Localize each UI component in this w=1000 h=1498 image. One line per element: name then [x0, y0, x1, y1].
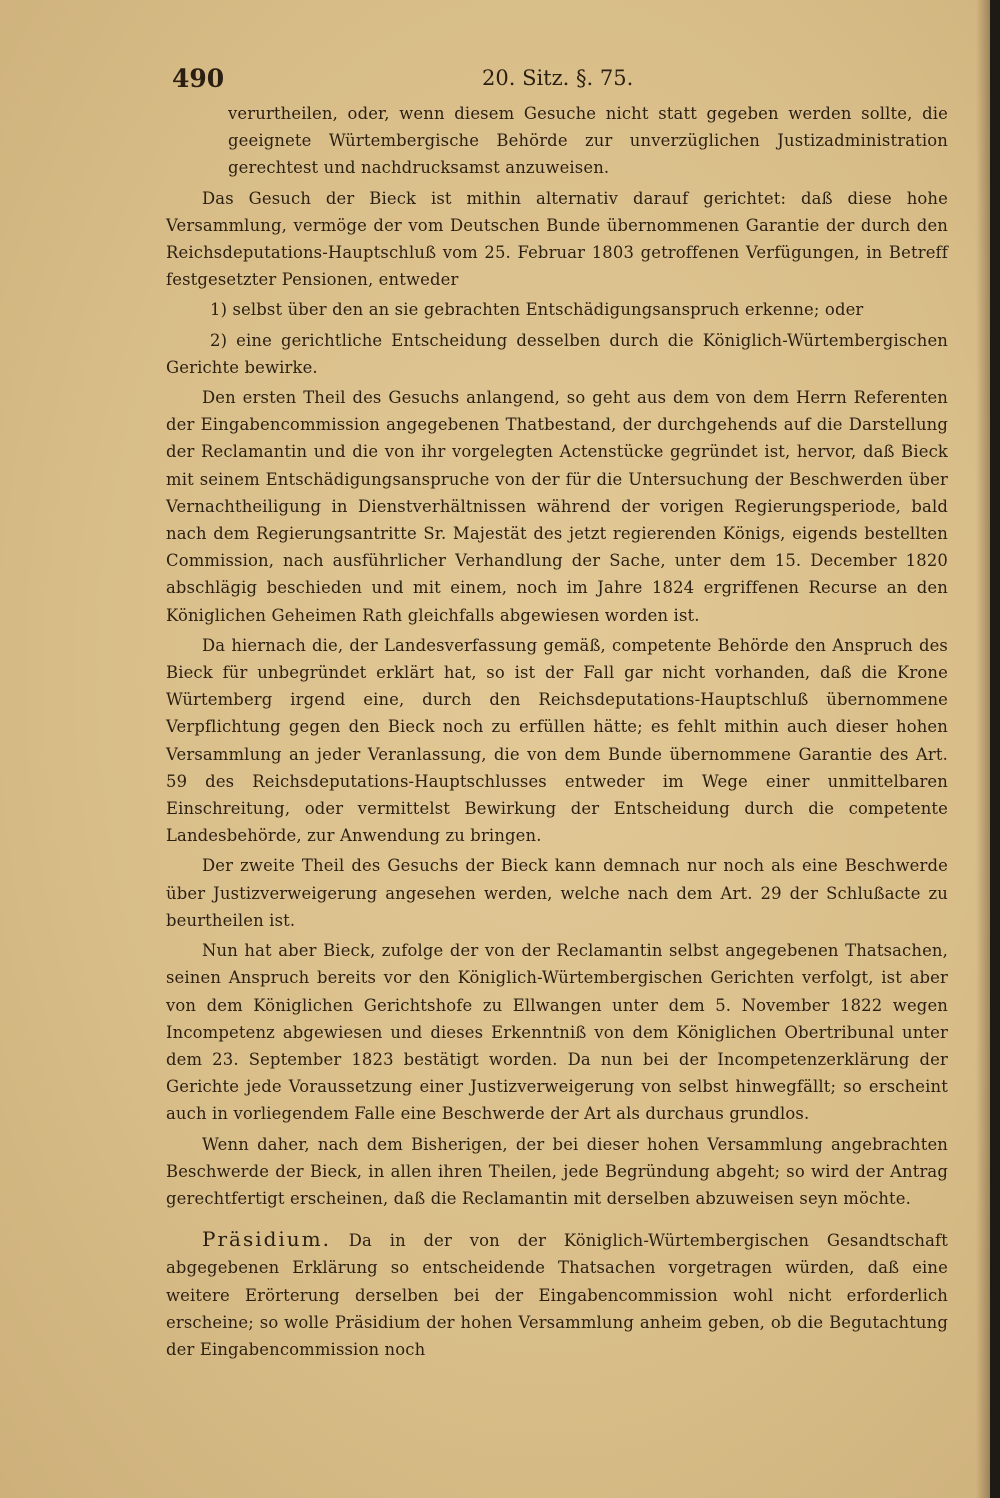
- speaker-label: Präsidium.: [202, 1227, 332, 1252]
- praesidium-text: Da in der von der Königlich-Würtembergischen Gesandtschaft abgegebenen Erklärung so entscheidende Thatsachen vorgetragen würden, daß eine weitere Erörterung derselben bei der Eingabencommission wohl nicht erforderlich erscheine; so wolle Präsidium der hohen Versammlung anheim geben, ob die Begutachtung der Eingabencommission noch: [166, 1231, 948, 1359]
- paragraph-quoted-petition: verurtheilen, oder, wenn diesem Gesuche nicht statt gegeben werden sollte, die geeignete Würtembergische Behörde zur unverzüglichen Justizadministration gerechtest und nachdrucksamst anzuweisen.: [228, 104, 948, 178]
- paragraph-petition-summary: Das Gesuch der Bieck ist mithin alternativ darauf gerichtet: daß diese hohe Versammlung, vermöge der vom Deutschen Bunde übernommenen Garantie der durch den Reichsdeputations-Hauptschluß vom 25. Februar 1803 getroffenen Verfügungen, in Betreff festgesetzter Pensionen, entweder: [166, 188, 948, 290]
- page-edge-shadow: [976, 0, 990, 1498]
- paragraph-second-part: Der zweite Theil des Gesuchs der Bieck kann demnach nur noch als eine Beschwerde über Justizverweigerung angesehen werden, welche nach dem Art. 29 der Schlußacte zu beurtheilen ist.: [166, 856, 948, 930]
- list-item-option-1: 1) selbst über den an sie gebrachten Entschädigungsanspruch erkenne; oder: [210, 300, 864, 320]
- running-head: 20. Sitz. §. 75.: [482, 66, 634, 90]
- paragraph-court-proceedings: Nun hat aber Bieck, zufolge der von der Reclamantin selbst angegebenen Thatsachen, seinen Anspruch bereits vor den Königlich-Würtembergischen Gerichten verfolgt, ist aber von dem Königlichen Gerichtshofe zu Ellwangen unter dem 5. November 1822 wegen Incompetenz abgewiesen und dieses Erkenntniß von dem Königlichen Obertribunal unter dem 23. September 1823 bestätigt worden. Da nun bei der Incompetenzerklärung der Gerichte jede Voraussetzung einer Justizverweigerung von selbst hinwegfällt; so erscheint auch in vorliegendem Falle eine Beschwerde der Art als durchaus grundlos.: [166, 941, 948, 1124]
- paragraph-competent-authority: Da hiernach die, der Landesverfassung gemäß, competente Behörde den Anspruch des Bieck für unbegründet erklärt hat, so ist der Fall gar nicht vorhanden, daß die Krone Würtemberg irgend eine, durch den Reichsdeputations-Hauptschluß übernommene Verpflichtung gegen den Bieck noch zu erfüllen hätte; es fehlt mithin auch dieser hohen Versammlung an jeder Veranlassung, die von dem Bunde übernommene Garantie des Art. 59 des Reichsdeputations-Hauptschlusses entweder im Wege einer unmittelbaren Einschreitung, oder vermittelst Bewirkung der Entscheidung durch die competente Landesbehörde, zur Anwendung zu bringen.: [166, 635, 948, 846]
- page-number: 490: [172, 64, 225, 93]
- paragraph-first-part: Den ersten Theil des Gesuchs anlangend, so geht aus dem von dem Herrn Referenten der Eingabencommission angegebenen Thatbestand, der durchgehends auf die Darstellung der Reclamantin und die von ihr vorgelegten Actenstücke gegründet ist, hervor, daß Bieck mit seinem Entschädigungsanspruche von der für die Untersuchung der Beschwerden über Vernachtheiligung in Dienstverhältnissen während der vorigen Regierungsperiode, bald nach dem Regierungsantritte Sr. Majestät des jetzt regierenden Königs, eigends bestellten Commission, nach ausführlicher Verhandlung der Sache, unter dem 15. December 1820 abschlägig beschieden und mit einem, noch im Jahre 1824 ergriffenen Recurse an den Königlichen Geheimen Rath gleichfalls abgewiesen worden ist.: [166, 388, 948, 625]
- paragraph-conclusion: Wenn daher, nach dem Bisherigen, der bei dieser hohen Versammlung angebrachten Beschwerde der Bieck, in allen ihren Theilen, jede Begründung abgeht; so wird der Antrag gerechtfertigt erscheinen, daß die Reclamantin mit derselben abzuweisen seyn möchte.: [166, 1134, 948, 1208]
- body-text: [166, 100, 948, 1363]
- list-item-option-2: 2) eine gerichtliche Entscheidung desselben durch die Königlich-Würtembergischen Gerichte bewirke.: [166, 330, 948, 377]
- paragraph-praesidium: [166, 1226, 948, 1363]
- page-header: [172, 64, 948, 98]
